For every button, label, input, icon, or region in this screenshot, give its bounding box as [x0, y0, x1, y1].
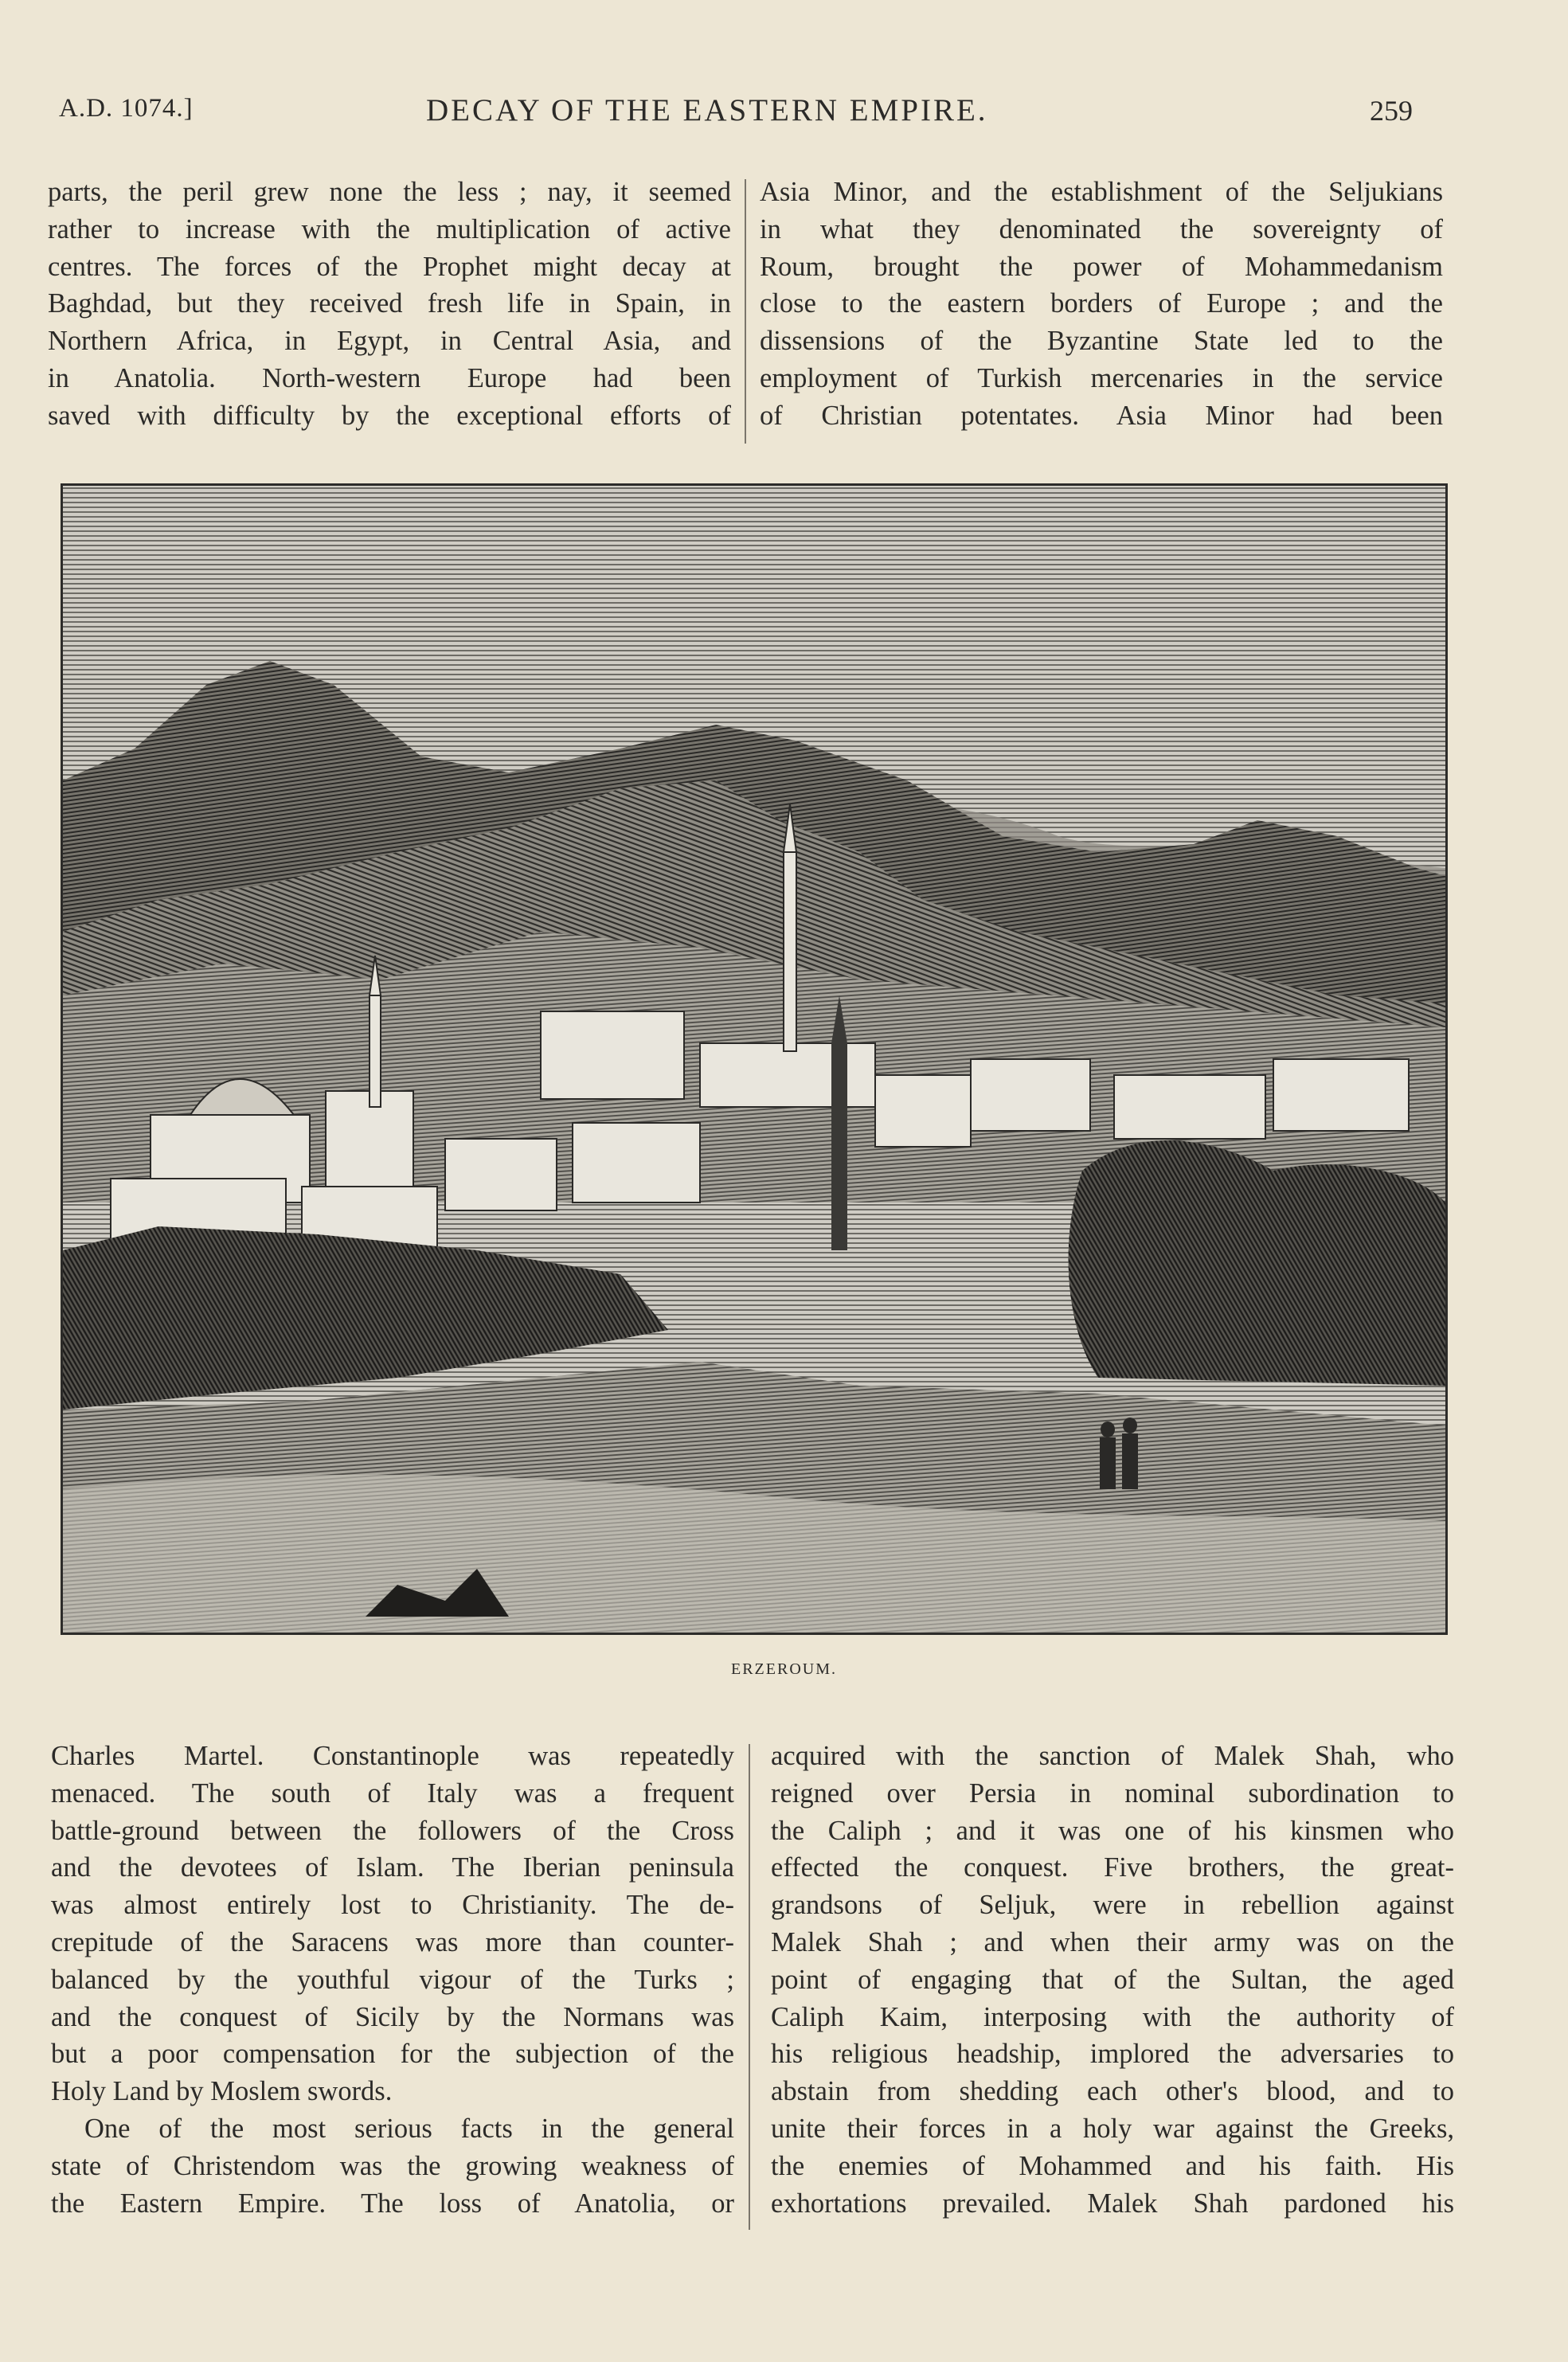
text-line: the Caliph ; and it was one of his kinsmen who — [771, 1815, 1454, 1846]
text-line: of Christian potentates. Asia Minor had been — [760, 400, 1443, 431]
text-line: unite their forces in a holy war against the Greeks, — [771, 2113, 1454, 2144]
text-line: close to the eastern borders of Europe ; and the — [760, 288, 1443, 319]
header-date: A.D. 1074.] — [59, 94, 194, 123]
text-line: the Eastern Empire. The loss of Anatolia, or — [51, 2188, 734, 2219]
engraving-erzeroum — [61, 483, 1448, 1635]
text-line: Caliph Kaim, interposing with the authority of — [771, 2001, 1454, 2032]
text-line: Roum, brought the power of Mohammedanism — [760, 251, 1443, 282]
text-line: the enemies of Mohammed and his faith. His — [771, 2150, 1454, 2181]
text-line: centres. The forces of the Prophet might decay at — [48, 251, 731, 282]
text-line: Asia Minor, and the establishment of the Seljukians — [760, 177, 1443, 207]
text-line: and the devotees of Islam. The Iberian peninsula — [51, 1852, 734, 1883]
running-header — [0, 94, 1568, 142]
text-line: exhortations prevailed. Malek Shah pardoned his — [771, 2188, 1454, 2219]
text-line: crepitude of the Saracens was more than counter- — [51, 1926, 734, 1957]
figure-caption: ERZEROUM. — [731, 1660, 837, 1678]
text-line: was almost entirely lost to Christianity. The de- — [51, 1890, 734, 1921]
text-line: parts, the peril grew none the less ; nay, it seemed — [48, 177, 731, 207]
text-line: rather to increase with the multiplication of active — [48, 213, 731, 244]
text-line: and the conquest of Sicily by the Normans was — [51, 2001, 734, 2032]
text-column-top-right — [760, 174, 1443, 435]
column-rule-bottom — [749, 1744, 750, 2230]
text-line: dissensions of the Byzantine State led to the — [760, 326, 1443, 357]
text-line: but a poor compensation for the subjection of the — [51, 2039, 734, 2070]
text-column-top-left — [48, 174, 731, 435]
text-line: state of Christendom was the growing weakness of — [51, 2150, 734, 2181]
text-line: battle-ground between the followers of the Cross — [51, 1815, 734, 1846]
text-line: Baghdad, but they received fresh life in Spain, in — [48, 288, 731, 319]
text-line: One of the most serious facts in the general — [84, 2113, 734, 2144]
text-line: Malek Shah ; and when their army was on the — [771, 1926, 1454, 1957]
text-line: menaced. The south of Italy was a frequent — [51, 1777, 734, 1809]
text-column-bottom-right — [771, 1738, 1454, 2222]
text-line: abstain from shedding each other's blood, and to — [771, 2076, 1454, 2107]
text-line: point of engaging that of the Sultan, the aged — [771, 1964, 1454, 1995]
text-line: Holy Land by Moslem swords. — [51, 2076, 393, 2107]
text-line: grandsons of Seljuk, were in rebellion against — [771, 1890, 1454, 1921]
text-line: balanced by the youthful vigour of the Turks ; — [51, 1964, 734, 1995]
page-number: 259 — [1370, 95, 1413, 127]
text-line: saved with difficulty by the exceptional efforts of — [48, 400, 731, 431]
text-line: effected the conquest. Five brothers, the great- — [771, 1852, 1454, 1883]
text-line: acquired with the sanction of Malek Shah, who — [771, 1741, 1454, 1771]
header-title: DECAY OF THE EASTERN EMPIRE. — [426, 93, 988, 127]
text-line: in what they denominated the sovereignty of — [760, 213, 1443, 244]
text-line: employment of Turkish mercenaries in the service — [760, 362, 1443, 393]
text-line: reigned over Persia in nominal subordination to — [771, 1777, 1454, 1809]
column-rule-top — [745, 179, 746, 444]
text-column-bottom-left — [51, 1738, 734, 2222]
text-line: in Anatolia. North-western Europe had been — [48, 362, 731, 393]
text-line: Northern Africa, in Egypt, in Central Asia, and — [48, 326, 731, 357]
text-line: his religious headship, implored the adversaries to — [771, 2039, 1454, 2070]
text-line: Charles Martel. Constantinople was repeatedly — [51, 1741, 734, 1771]
